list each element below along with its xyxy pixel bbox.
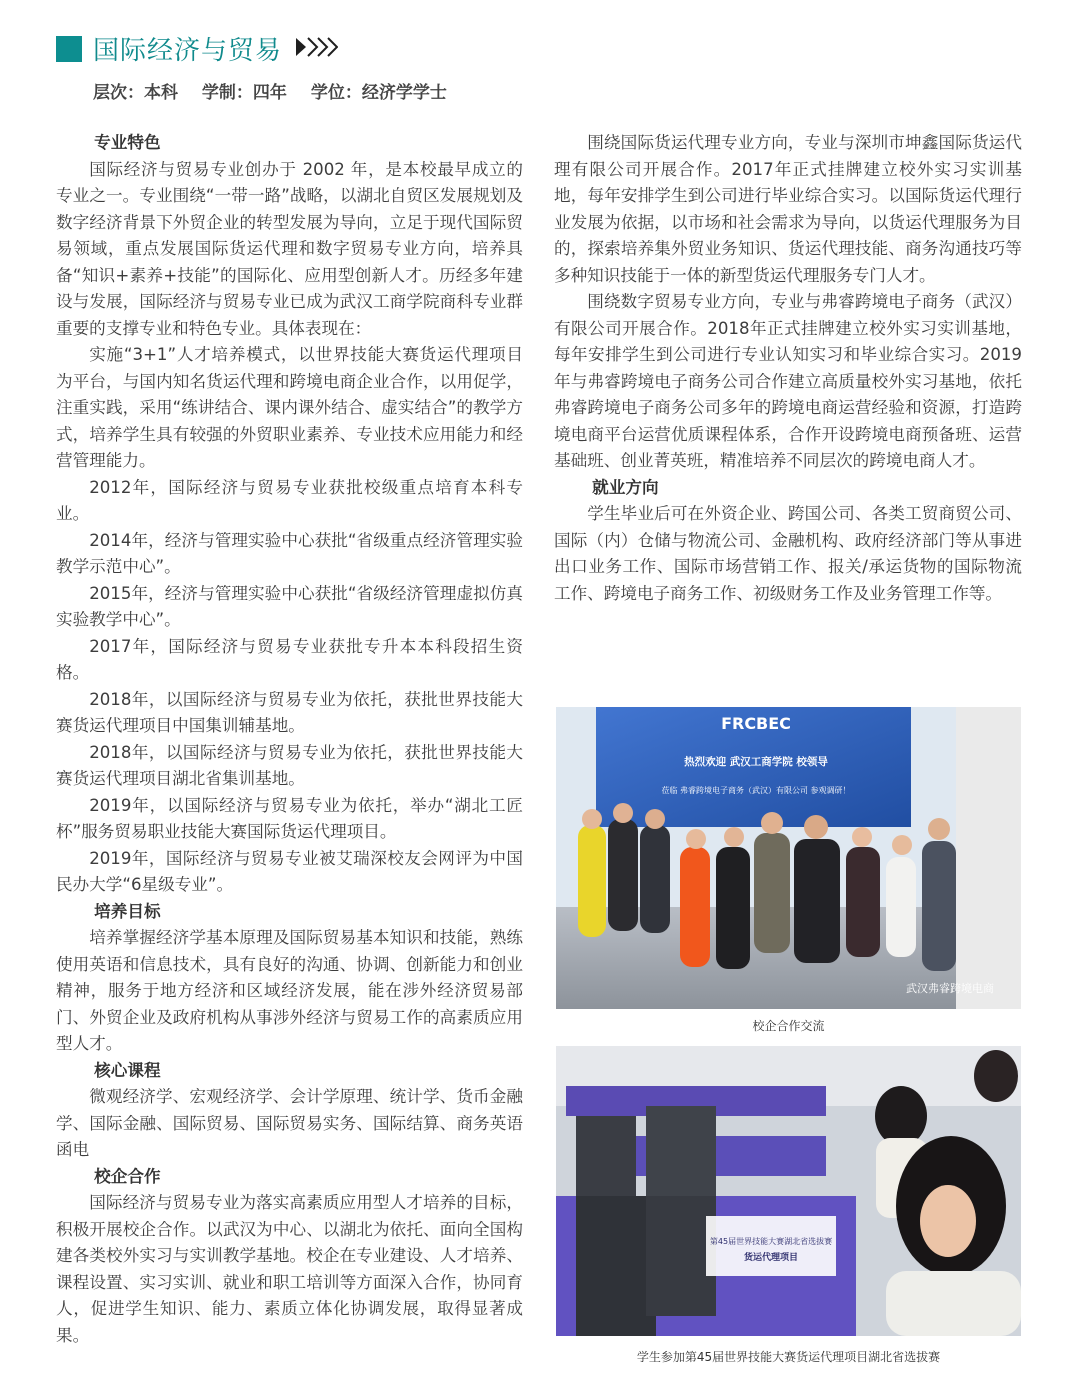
paragraph: 围绕数字贸易专业方向，专业与弗睿跨境电子商务（武汉）有限公司开展合作。2018年正式挂牌建立校外实习实训基地，每年安排学生到公司进行专业认知实习和毕业综合实习。2019年与弗睿跨境电子商务公司合作建立高质量校外实习基地，依托弗睿跨境电子商务公司多年的跨境电商运营经验和资源，打造跨境电商平台运营优质课程体系，合作开设跨境电商预备班、运营基础班、创业菁英班，精准培养不同层次的跨境电商人才。 (554, 292, 1022, 470)
section-heading-features: 专业特色 (94, 133, 161, 152)
banner-line-2: 莅临 弗睿跨境电子商务（武汉）有限公司 参观调研！ (661, 786, 851, 795)
photo-caption-2: 学生参加第45届世界技能大赛货运代理项目湖北省选拔赛 (636, 1350, 941, 1364)
paragraph: 2019年，以国际经济与贸易专业为依托，举办“湖北工匠杯”服务贸易职业技能大赛国际货运代理项目。 (56, 795, 523, 841)
desk-sign-line-2: 货运代理项目 (743, 1253, 799, 1263)
paragraph: 2012年，国际经济与贸易专业获批校级重点培育本科专业。 (56, 477, 523, 523)
section-heading-jobs: 就业方向 (592, 477, 659, 497)
paragraph: 国际经济与贸易专业创办于 2002 年，是本校最早成立的专业之一。专业围绕“一带一路”战略，以湖北自贸区发展规划及数字经济背景下外贸企业的转型发展为导向，立足于现代国际贸易领域，重点发展国际货运代理和数字贸易专业方向，培养具备“知识+素养+技能”的国际化、应用型创新人才。历经多年建设与发展，国际经济与贸易专业已成为武汉工商学院商科专业群重要的支撑专业和特色专业。具体表现在： (56, 159, 523, 338)
desk-sign-line-1: 第45届世界技能大赛湖北省选拔赛 (709, 1237, 833, 1246)
paragraph: 学生毕业后可在外资企业、跨国公司、各类工贸商贸公司、国际（内）仓储与物流公司、金融机构、政府经济部门等从事进出口业务工作、国际市场营销工作、报关/承运货物的国际物流工作、跨境电子商务工作、初级财务工作及业务管理工作等。 (554, 504, 1022, 603)
paragraph: 国际经济与贸易专业为落实高素质应用型人才培养的目标，积极开展校企合作。以武汉为中心、以湖北为依托、面向全国构建各类校外实习与实训教学基地。校企在专业建设、人才培养、课程设置、实习实训、就业和职工培训等方面深入合作，协同育人，促进学生知识、能力、素质立体化协调发展，取得显著成果。 (56, 1193, 523, 1345)
paragraph: 围绕国际货运代理专业方向，专业与深圳市坤鑫国际货运代理有限公司开展合作。2017年正式挂牌建立校外实习实训基地，每年安排学生到公司进行毕业综合实习。以国际货运代理行业发展为依据，以市场和社会需求为导向，以货运代理服务为目的，探索培养集外贸业务知识、货运代理技能、商务沟通技巧等多种知识技能于一体的新型货运代理服务专门人才。 (554, 133, 1022, 285)
photo-caption-1: 校企合作交流 (752, 1019, 825, 1033)
section-heading-cooperation: 校企合作 (94, 1166, 161, 1186)
program-meta (93, 78, 465, 103)
meta-level: 层次：本科 (93, 83, 178, 103)
header-accent-square (56, 36, 82, 62)
photo-watermark: 武汉弗睿跨境电商 (906, 982, 994, 995)
competition-photo (556, 1046, 1021, 1336)
section-heading-courses: 核心课程 (94, 1060, 161, 1080)
paragraph: 2017年，国际经济与贸易专业获批专升本本科段招生资格。 (56, 636, 523, 682)
paragraph: 2014年，经济与管理实验中心获批“省级重点经济管理实验教学示范中心”。 (56, 530, 523, 576)
paragraph: 2018年，以国际经济与贸易专业为依托，获批世界技能大赛货运代理项目湖北省集训基地。 (56, 742, 523, 788)
paragraph: 2018年，以国际经济与贸易专业为依托，获批世界技能大赛货运代理项目中国集训辅基地。 (56, 689, 523, 735)
left-column (56, 130, 523, 1349)
page-title: 国际经济与贸易 (93, 36, 283, 66)
group-photo (556, 707, 1021, 1009)
arrows-icon (296, 36, 338, 58)
paragraph: 2019年，国际经济与贸易专业被艾瑞深校友会网评为中国民办大学“6星级专业”。 (56, 848, 523, 894)
banner-line-1: 热烈欢迎 武汉工商学院 校领导 (684, 756, 828, 768)
right-column (554, 130, 1022, 607)
paragraph: 培养掌握经济学基本原理及国际贸易基本知识和技能，熟练使用英语和信息技术，具有良好的沟通、协调、创新能力和创业精神，服务于地方经济和区域经济发展，能在涉外经济贸易部门、外贸企业及政府机构从事涉外经济与贸易工作的高素质应用型人才。 (56, 928, 523, 1053)
meta-duration: 学制：四年 (201, 83, 287, 103)
paragraph: 2015年，经济与管理实验中心获批“省级经济管理虚拟仿真实验教学中心”。 (56, 583, 523, 629)
paragraph: 实施“3+1”人才培养模式，以世界技能大赛货运代理项目为平台，与国内知名货运代理和跨境电商企业合作，以用促学，注重实践，采用“练讲结合、课内课外结合、虚实结合”的教学方式，培养学生具有较强的外贸职业素养、专业技术应用能力和经营管理能力。 (56, 345, 523, 470)
section-heading-goal: 培养目标 (94, 901, 161, 921)
meta-degree: 学位：经济学学士 (310, 83, 447, 103)
banner-logo: FRCBEC (721, 714, 791, 733)
paragraph: 微观经济学、宏观经济学、会计学原理、统计学、货币金融学、国际金融、国际贸易、国际贸易实务、国际结算、商务英语函电 (56, 1087, 523, 1159)
